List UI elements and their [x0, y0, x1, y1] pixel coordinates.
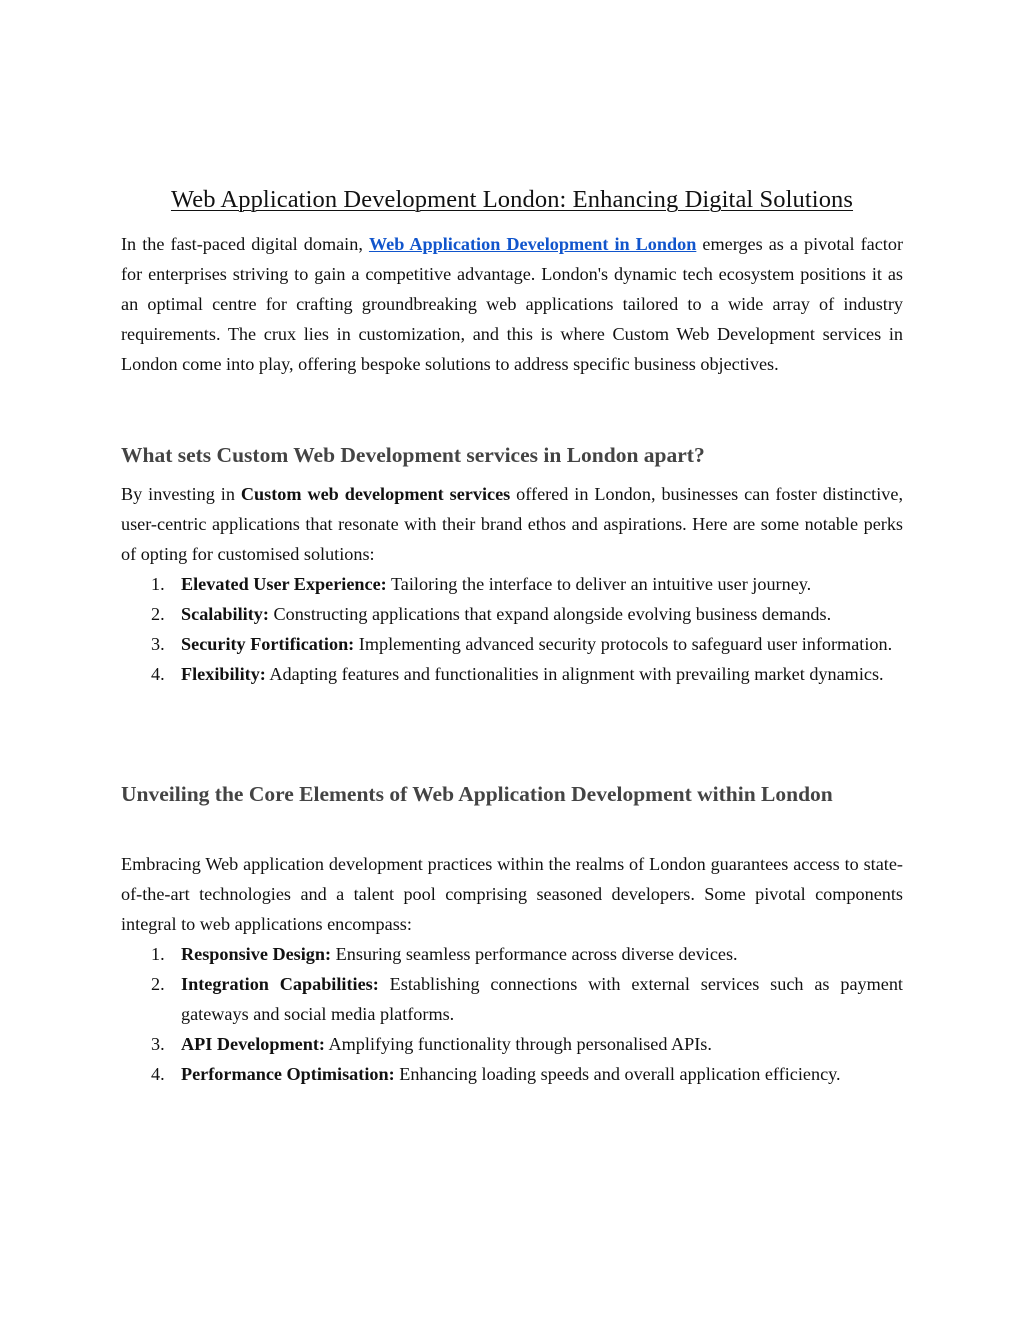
list-item-number: 3.: [151, 1034, 165, 1054]
list-item-number: 2.: [151, 974, 165, 994]
list-item-text: Establishing connections with external services such as payment gateways and social media platforms.: [181, 974, 903, 1024]
list-item: [121, 969, 903, 1029]
intro-text-before-link: In the fast-paced digital domain,: [121, 234, 369, 254]
list-item-text: Adapting features and functionalities in alignment with prevailing market dynamics.: [265, 664, 884, 684]
list-item-label: Elevated User Experience:: [181, 574, 387, 594]
list-item-label: Security Fortification:: [181, 634, 355, 654]
section1-bold-phrase: Custom web development services: [240, 484, 511, 504]
section2-components-list: [121, 939, 903, 1089]
web-app-development-london-link[interactable]: Web Application Development in London: [368, 234, 697, 254]
section1-text-before-bold: By investing in: [121, 484, 241, 504]
list-item-text: Ensuring seamless performance across diverse devices.: [331, 944, 738, 964]
list-item-number: 3.: [151, 634, 165, 654]
list-item-label: Responsive Design:: [181, 944, 332, 964]
section1-heading: What sets Custom Web Development services in London apart?: [121, 443, 705, 467]
list-item: [121, 659, 903, 689]
list-item-label: Performance Optimisation:: [181, 1064, 395, 1084]
list-item: [121, 1059, 903, 1089]
list-item-number: 1.: [151, 574, 165, 594]
list-item-number: 1.: [151, 944, 165, 964]
list-item-label: Flexibility:: [181, 664, 266, 684]
document-title: Web Application Development London: Enhancing Digital Solutions: [170, 186, 854, 213]
list-item: [121, 629, 903, 659]
list-item-text: Amplifying functionality through personalised APIs.: [324, 1034, 712, 1054]
list-item-text: Tailoring the interface to deliver an intuitive user journey.: [386, 574, 812, 594]
intro-paragraph: [121, 229, 903, 379]
section1-paragraph: [121, 479, 903, 569]
list-item: [121, 569, 903, 599]
list-item-label: API Development:: [181, 1034, 325, 1054]
list-item-text: Constructing applications that expand alongside evolving business demands.: [268, 604, 832, 624]
list-item-number: 4.: [151, 1064, 165, 1084]
intro-text-after-link: emerges as a pivotal factor for enterprises striving to gain a competitive advantage. London's dynamic tech ecosystem positions it as an optimal centre for crafting groundbreaking web applications tailored to a wide array of industry requirements. The crux lies in customization, and this is where Custom Web Development services in London come into play, offering bespoke solutions to address specific business objectives.: [121, 234, 904, 374]
list-item: [121, 599, 903, 629]
list-item: [121, 1029, 903, 1059]
list-item-text: Enhancing loading speeds and overall application efficiency.: [394, 1064, 841, 1084]
section2-heading: Unveiling the Core Elements of Web Application Development within London: [121, 782, 833, 806]
section2-paragraph: Embracing Web application development practices within the realms of London guarantees access to state-of-the-art technologies and a talent pool comprising seasoned developers. Some pivotal components integral to web applications encompass:: [121, 854, 903, 934]
list-item-text: Implementing advanced security protocols to safeguard user information.: [354, 634, 893, 654]
list-item: [121, 939, 903, 969]
list-item-label: Scalability:: [181, 604, 269, 624]
section1-text-after-bold: offered in London, businesses can foster distinctive, user-centric applications that resonate with their brand ethos and aspirations. Here are some notable perks of opting for customised solutions:: [121, 484, 904, 564]
list-item-label: Integration Capabilities:: [181, 974, 379, 994]
list-item-number: 2.: [151, 604, 165, 624]
section1-benefits-list: [121, 569, 903, 689]
list-item-number: 4.: [151, 664, 165, 684]
